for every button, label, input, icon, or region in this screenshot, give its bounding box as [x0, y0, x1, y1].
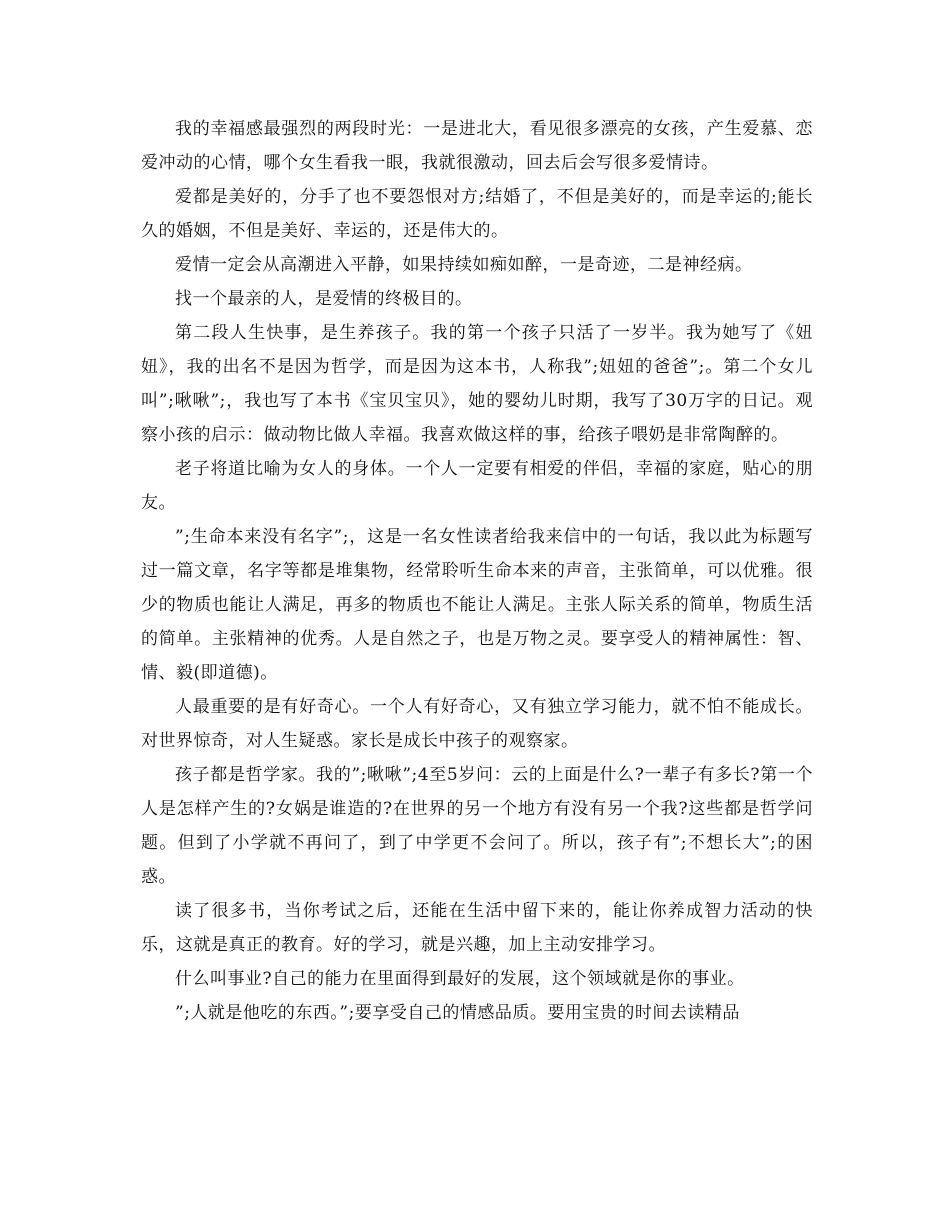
paragraph-curiosity: 人最重要的是有好奇心。一个人有好奇心，又有独立学习能力，就不怕不能成长。对世界惊奇，对人生疑惑。家长是成长中孩子的观察家。 [141, 697, 813, 751]
document-page [141, 112, 813, 1030]
paragraph-love-calm: 爱情一定会从高潮进入平静，如果持续如痴如醉，一是奇迹，二是神经病。 [175, 255, 753, 275]
paragraph-reading: ”;人就是他吃的东西。”;要享受自己的情感品质。要用宝贵的时间去读精品 [175, 1003, 740, 1023]
paragraph-love-purpose: 找一个最亲的人，是爱情的终极目的。 [175, 289, 473, 309]
paragraph-happiness-periods: 我的幸福感最强烈的两段时光：一是进北大，看见很多漂亮的女孩，产生爱慕、恋爱冲动的心情，哪个女生看我一眼，我就很激动，回去后会写很多爱情诗。 [141, 119, 813, 173]
paragraph-education: 读了很多书，当你考试之后，还能在生活中留下来的，能让你养成智力活动的快乐，这就是真正的教育。好的学习，就是兴趣，加上主动安排学习。 [141, 901, 813, 955]
paragraph-children-philosophers: 孩子都是哲学家。我的”;啾啾”;4至5岁问：云的上面是什么?一辈子有多长?第一个人是怎样产生的?女娲是谁造的?在世界的另一个地方有没有另一个我?这些都是哲学问题。但到了小学就不再问了，到了中学更不会问了。所以，孩子有”;不想长大”;的困惑。 [141, 765, 813, 887]
paragraph-career: 什么叫事业?自己的能力在里面得到最好的发展，这个领域就是你的事业。 [175, 969, 745, 989]
paragraph-laozi: 老子将道比喻为女人的身体。一个人一定要有相爱的伴侣，幸福的家庭，贴心的朋友。 [141, 459, 813, 513]
paragraph-raising-children: 第二段人生快事，是生养孩子。我的第一个孩子只活了一岁半。我为她写了《妞妞》，我的出名不是因为哲学，而是因为这本书，人称我”;妞妞的爸爸”;。第二个女儿叫”;啾啾”;，我也写了本书《宝贝宝贝》，她的婴幼儿时期，我写了30万字的日记。观察小孩的启示：做动物比做人幸福。我喜欢做这样的事，给孩子喂奶是非常陶醉的。 [141, 323, 813, 445]
paragraph-love-marriage: 爱都是美好的，分手了也不要怨恨对方;结婚了，不但是美好的，而是幸运的;能长久的婚姻，不但是美好、幸运的，还是伟大的。 [141, 187, 813, 241]
paragraph-life-no-name: ”;生命本来没有名字”;，这是一名女性读者给我来信中的一句话，我以此为标题写过一篇文章，名字等都是堆集物，经常聆听生命本来的声音，主张简单，可以优雅。很少的物质也能让人满足，再多的物质也不能让人满足。主张人际关系的简单，物质生活的简单。主张精神的优秀。人是自然之子，也是万物之灵。要享受人的精神属性：智、情、毅(即道德)。 [141, 527, 813, 683]
